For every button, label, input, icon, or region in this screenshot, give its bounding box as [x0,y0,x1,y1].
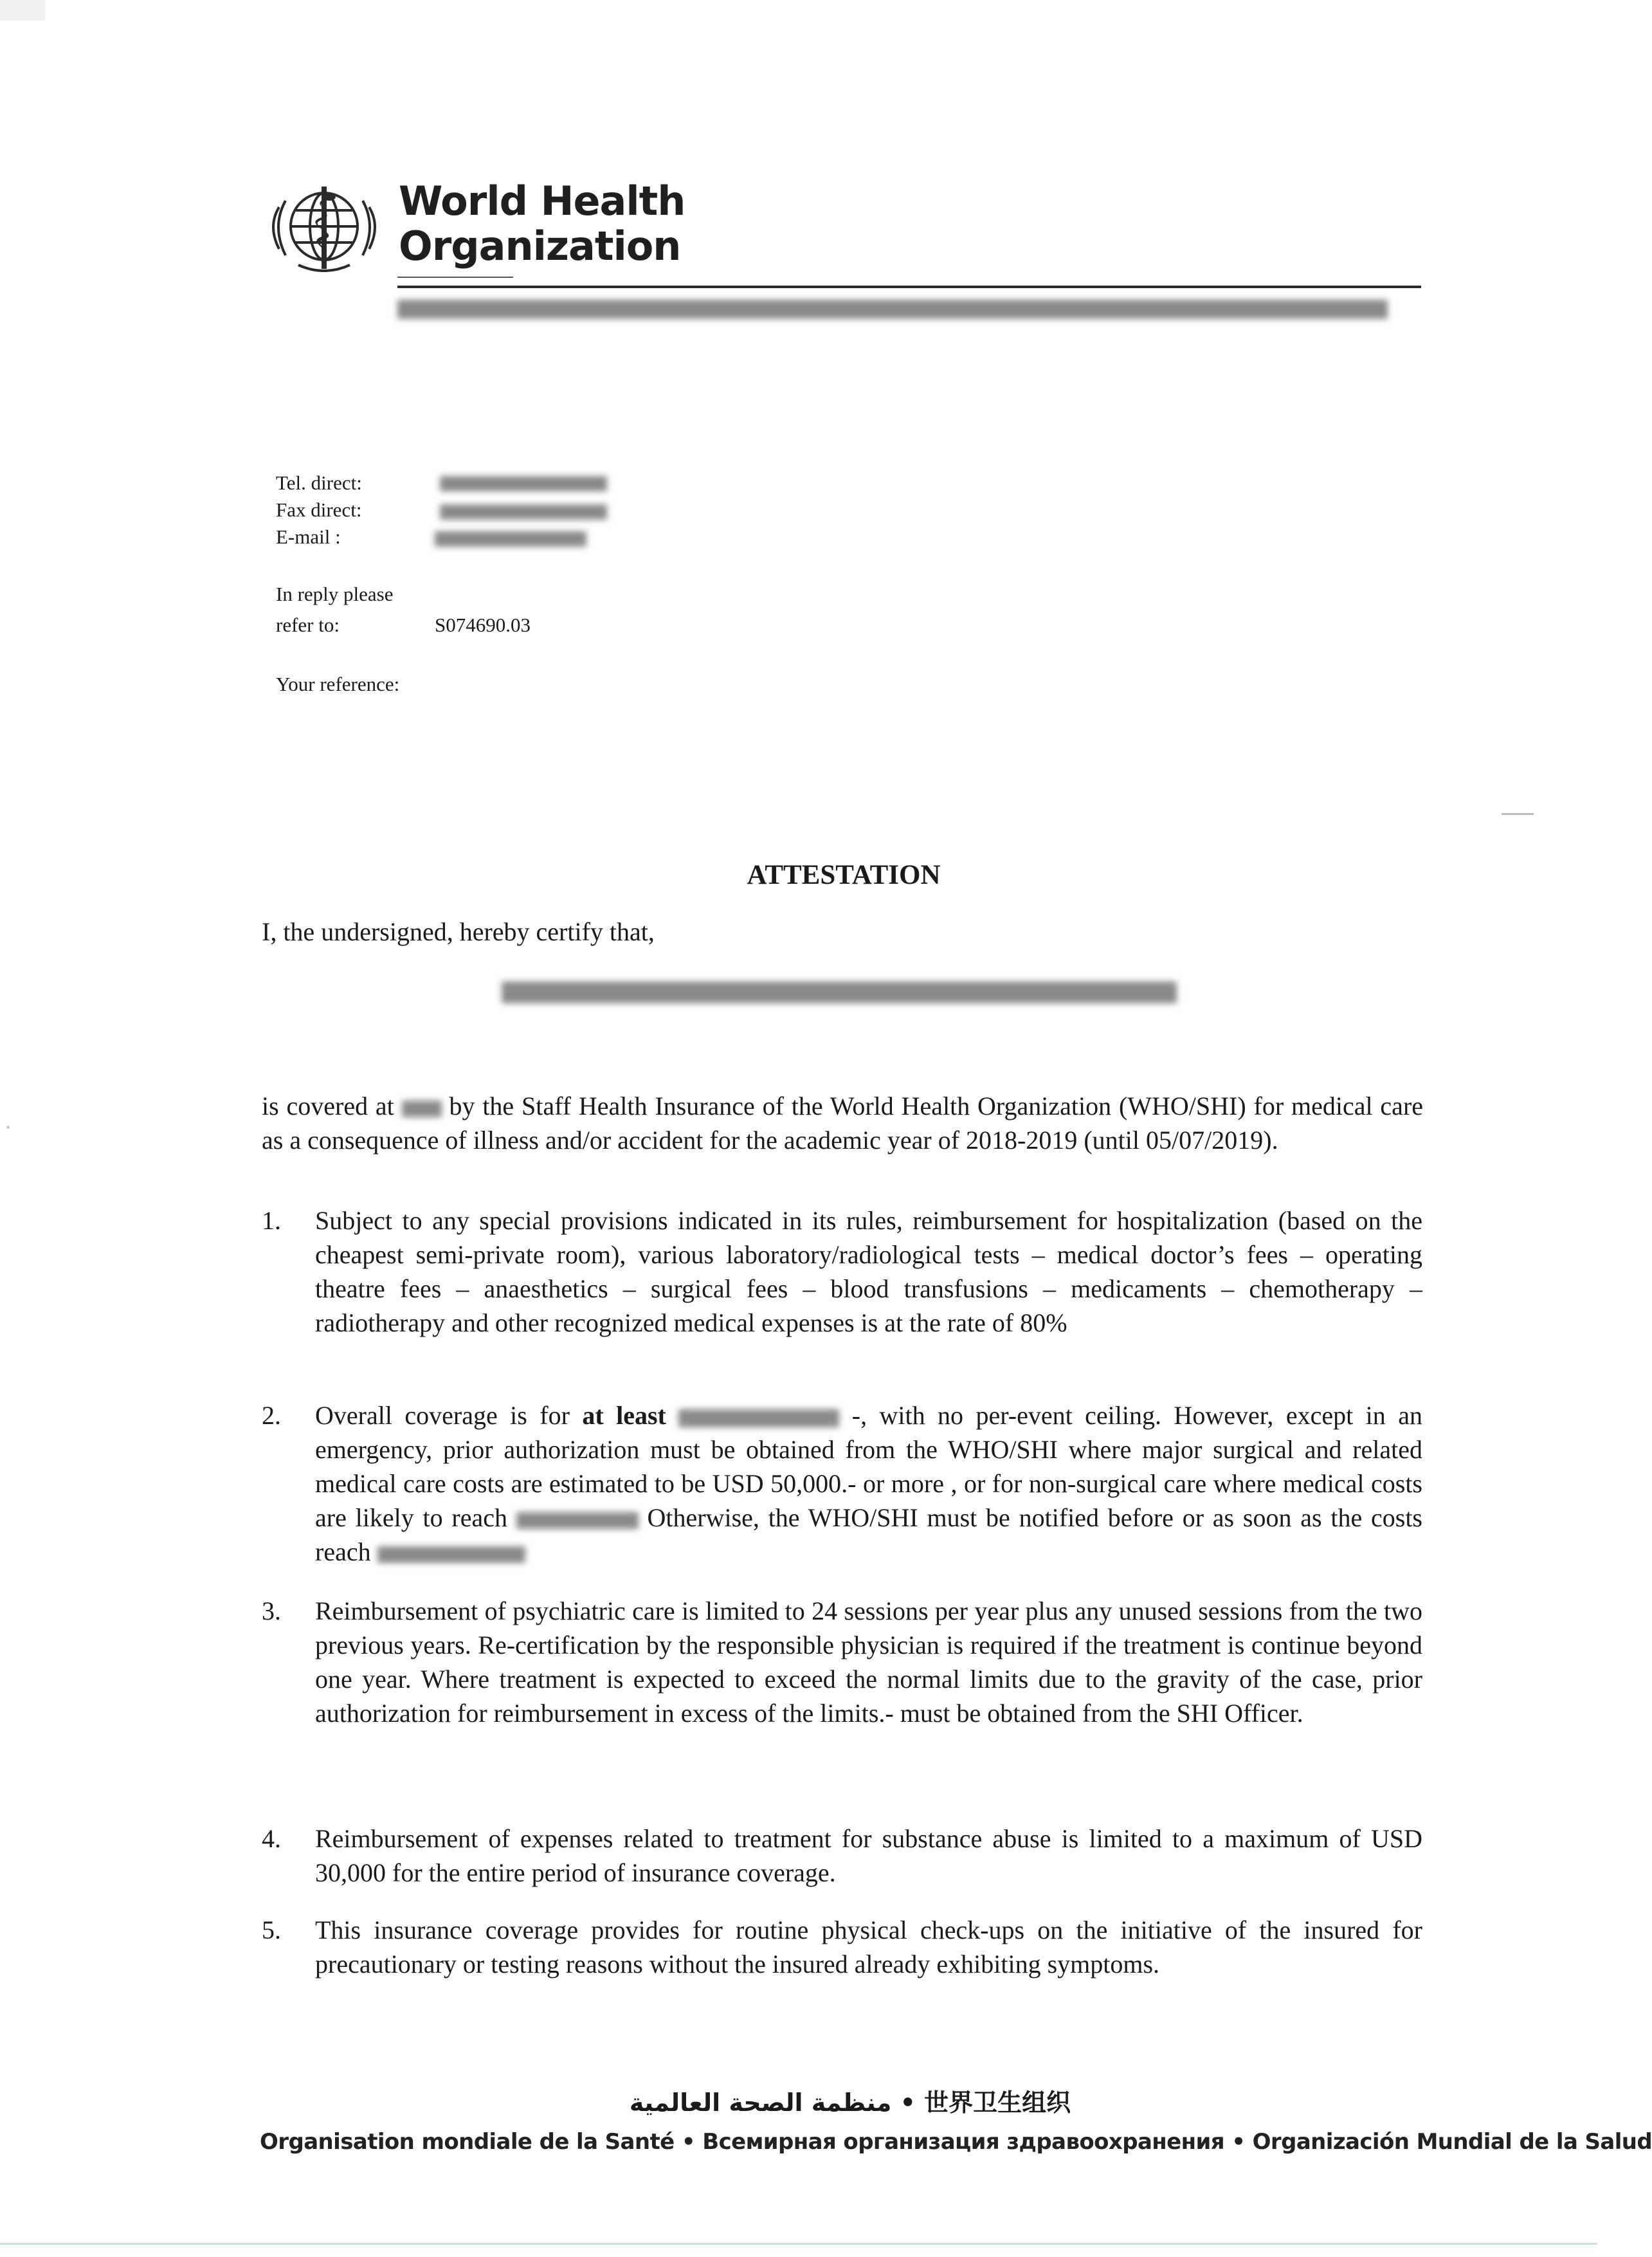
coverage-text-1: is covered at [262,1092,394,1120]
item-4-number: 4. [262,1824,281,1853]
footer-separator: • [900,2088,916,2117]
redacted-coverage-amount [678,1409,839,1427]
item-2-text-bold: at least [582,1401,666,1430]
organization-name-line1: World Health [399,178,685,224]
footer-separator: • [681,2129,695,2155]
header-rule-short [397,277,513,278]
fax-label: Fax direct: [276,498,362,521]
organization-name-line2: Organization [399,223,681,270]
item-2-text-a: Overall coverage is for [315,1401,570,1430]
redacted-email [435,531,586,547]
scan-speck [6,1126,10,1129]
header-rule [397,286,1421,288]
item-1-text: Subject to any special provisions indicated in its rules, reimbursement for hospitalization (based on the cheapest semi-private room), various laboratory/radiological tests – medical doctor’s fees – operating theatre fees – anaesthetics – surgical fees – blood transfusions – medicaments – chemotherapy – radiotherapy and other recognized medical expenses is at the rate of 80% [315,1206,1422,1337]
reference-number: S074690.03 [435,614,531,636]
redacted-fax [440,504,607,520]
item-3-number: 3. [262,1596,281,1625]
footer-arabic: منظمة الصحة العالمية [629,2088,892,2117]
coverage-paragraph [262,1089,1423,1157]
footer-languages [260,2129,1652,2155]
redacted-location [402,1101,442,1117]
footer-russian: Всемирная организация здравоохранения [702,2129,1224,2155]
item-2-text-b: -, with no per-event ceiling. However, except in an emergency, prior authorization must be obtained from the WHO/SHI where major surgical and related medical care costs are estimated to be USD 50,000.- or more , or for non-surgical care where medical costs are likely to reach [315,1401,1422,1532]
item-2-number: 2. [262,1401,281,1430]
your-reference-label: Your reference: [276,673,400,695]
reply-label-1: In reply please [276,583,394,605]
footer-spanish: Organización Mundial de la Salud [1252,2129,1652,2155]
reply-label-2: refer to: [276,614,340,636]
redacted-tel [440,476,607,491]
bottom-rule [0,2243,1597,2245]
item-2-text [315,1398,1422,1569]
coverage-text-2: by the Staff Health Insurance of the World Health Organization (WHO/SHI) for medical care as a consequence of illness and/or accident for the academic year of 2018-2019 (until 05/07/2019). [262,1092,1424,1155]
footer-chinese: 世界卫生组织 [924,2088,1071,2117]
scan-corner-mark [0,0,45,21]
footer-separator: • [1231,2129,1246,2155]
item-4-text: Reimbursement of expenses related to treatment for substance abuse is limited to a maximum of USD 30,000 for the entire period of insurance coverage. [315,1824,1422,1887]
tel-label: Tel. direct: [276,471,362,494]
item-5-number: 5. [262,1915,281,1944]
item-3-text: Reimbursement of psychiatric care is limited to 24 sessions per year plus any unused sessions from the two previous years. Re-certification by the responsible physician is required if the treatment is continue beyond one year. Where treatment is expected to exceed the normal limits due to the gravity of the case, prior authorization for reimbursement in excess of the limits.- must be obtained from the SHI Officer. [315,1596,1422,1728]
document-title: ATTESTATION [747,860,941,890]
redacted-threshold-2 [377,1546,525,1563]
intro-text: I, the undersigned, hereby certify that, [262,917,655,946]
item-5-text: This insurance coverage provides for routine physical check-ups on the initiative of the insured for precautionary or testing reasons without the insured already exhibiting symptoms. [315,1915,1422,1978]
item-1-number: 1. [262,1206,281,1235]
redacted-insured-name [502,982,1177,1003]
who-emblem-icon [260,175,388,280]
organization-name [399,179,685,269]
margin-mark [1502,813,1534,815]
footer-french: Organisation mondiale de la Santé [260,2129,675,2155]
redacted-address [397,300,1388,319]
footer-arabic-chinese [0,2083,1597,2118]
email-label: E-mail : [276,525,341,548]
item-2-text-c: Otherwise, the WHO/SHI must be notified before or as soon as the costs reach [315,1503,1422,1566]
redacted-threshold-1 [516,1512,639,1529]
